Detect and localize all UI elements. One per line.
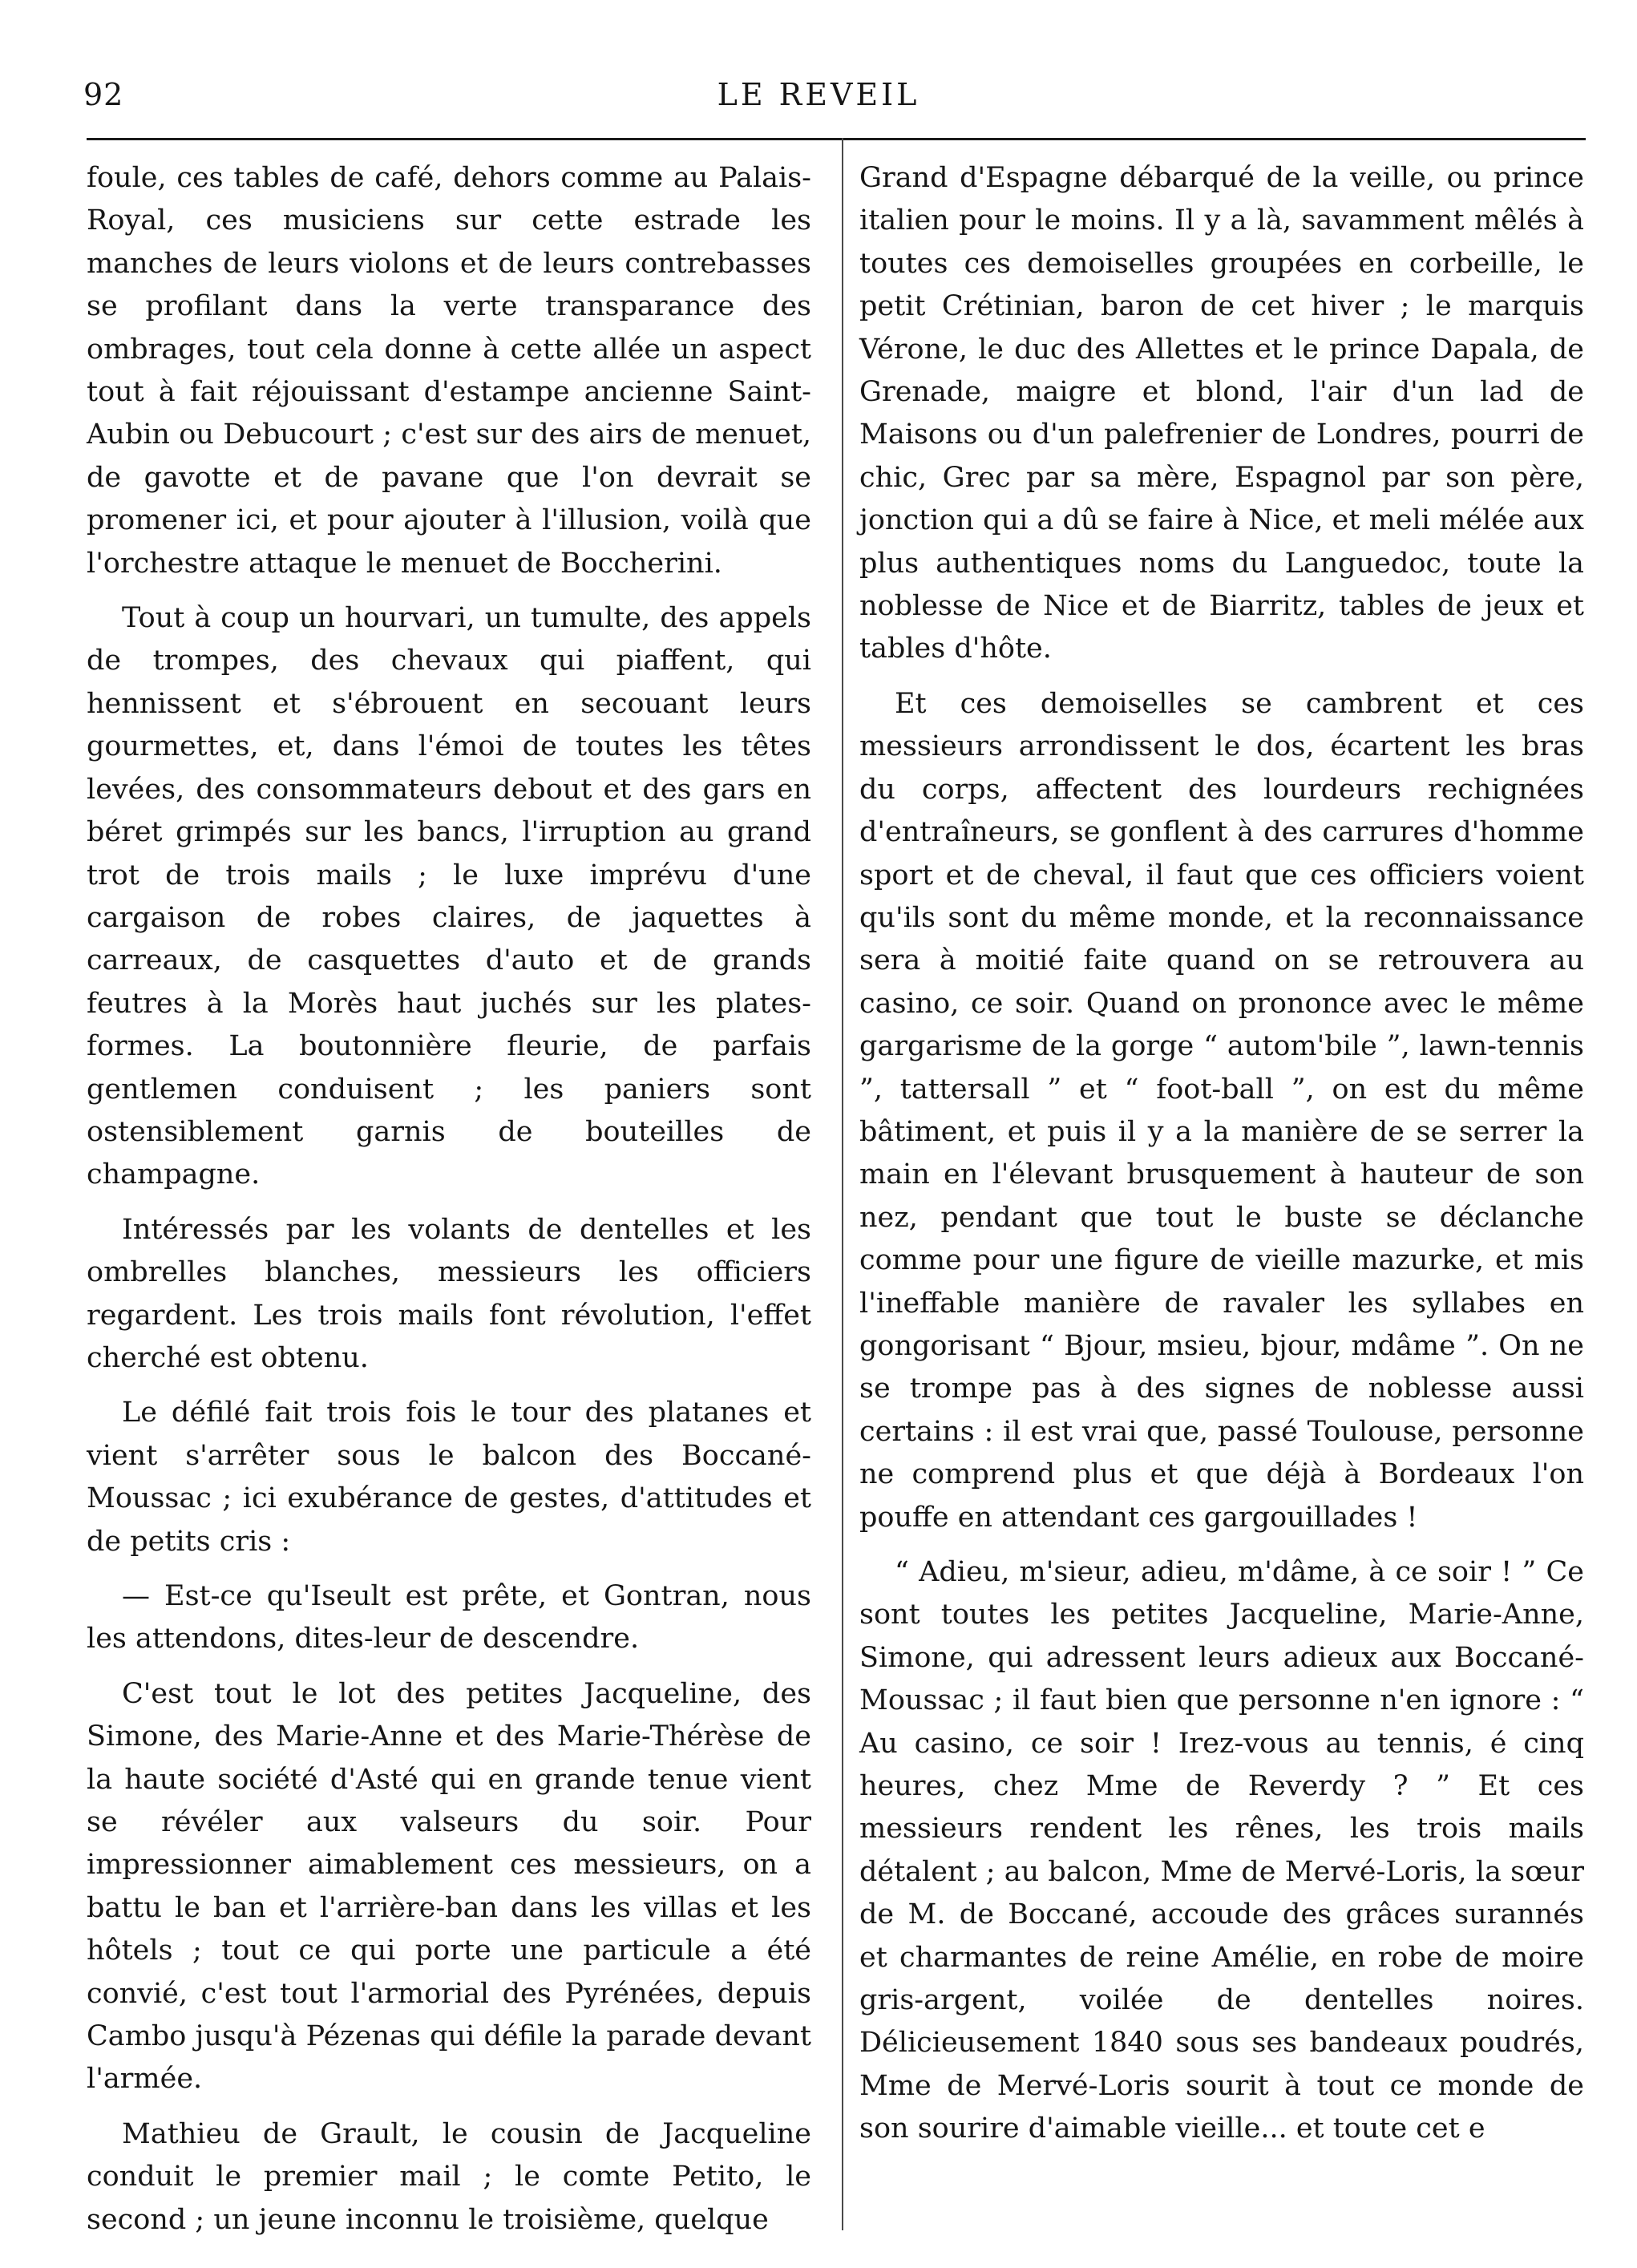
paragraph: Grand d'Espagne débarqué de la veille, ou prince italien pour le moins. Il y a là, savamment mêlés à toutes ces demoiselles groupées en corbeille, le petit Crétinian, baron de cet hiver ; le marquis Vérone, le duc des Allettes et le prince Dapala, de Grenade, maigre et blond, l'air d'un lad de Maisons ou d'un palefrenier de Londres, pourri de chic, Grec par sa mère, Espagnol par son père, jonction qui a dû se faire à Nice, et meli mélée aux plus authentiques noms du Languedoc, toute la noblesse de Nice et de Biarritz, tables de jeux et tables d'hôte. (859, 162, 1584, 665)
header-rule (87, 138, 1586, 140)
right-column (859, 157, 1584, 2163)
running-title: LE REVEIL (717, 77, 920, 112)
page-number: 92 (83, 77, 124, 112)
paragraph: C'est tout le lot des petites Jacqueline, des Simone, des Marie-Anne et des Marie-Thérèse de la haute société d'Asté qui en grande tenue vient se révéler aux valseurs du soir. Pour impressionner aimablement ces messieurs, on a battu le ban et l'arrière-ban dans les villas et les hôtels ; tout ce qui porte une particule a été convié, c'est tout l'armorial des Pyrénées, depuis Cambo jusqu'à Pézenas qui défile la parade devant l'armée. (87, 1677, 811, 2096)
paragraph: Et ces demoiselles se cambrent et ces messieurs arrondissent le dos, écartent les bras du corps, affectent des lourdeurs rechignées d'entraîneurs, se gonflent à des carrures d'homme sport et de cheval, il faut que ces officiers voient qu'ils sont du même monde, et la reconnaissance sera à moitié faite quand on se retrouvera au casino, ce soir. Quand on prononce avec le même gargarisme de la gorge “ autom'bile ”, lawn-tennis ”, tattersall ” et “ foot-ball ”, on est du même bâtiment, et puis il y a la manière de se serrer la main en l'élevant brusquement à hauteur de son nez, pendant que tout le buste se déclanche comme pour une figure de vieille mazurke, et mis l'ineffable manière de ravaler les syllabes en gongorisant “ Bjour, msieu, bjour, mdâme ”. On ne se trompe pas à des signes de noblesse aussi certains : il est vrai que, passé Toulouse, personne ne comprend plus et que déjà à Bordeaux l'on pouffe en attendant ces gargouillades ! (859, 687, 1584, 1534)
paragraph: Le défilé fait trois fois le tour des platanes et vient s'arrêter sous le balcon des Boccané-Moussac ; ici exubérance de gestes, d'attitudes et de petits cris : (87, 1397, 811, 1558)
paragraph: “ Adieu, m'sieur, adieu, m'dâme, à ce soir ! ” Ce sont toutes les petites Jacqueline, Marie-Anne, Simone, qui adressent leurs adieux aux Boccané-Moussac ; il faut bien que personne n'en ignore : “ Au casino, ce soir ! Irez-vous au tennis, é cinq heures, chez Mme de Reverdy ? ” Et ces messieurs rendent les rênes, les trois mails détalent ; au balcon, Mme de Mervé-Loris, la sœur de M. de Boccané, accoude des grâces surannés et charmantes de reine Amélie, en robe de moire gris-argent, voilée de dentelles noires. Délicieusement 1840 sous ses bandeaux poudrés, Mme de Mervé-Loris sourit à tout ce monde de son sourire d'aimable vieille... et toute cet e (859, 1556, 1584, 2145)
column-divider (842, 138, 843, 2230)
left-column (87, 157, 811, 2254)
paragraph: Tout à coup un hourvari, un tumulte, des appels de trompes, des chevaux qui piaffent, qui hennissent et s'ébrouent en secouant leurs gourmettes, et, dans l'émoi de toutes les têtes levées, des consommateurs debout et des gars en béret grimpés sur les bancs, l'irruption au grand trot de trois mails ; le luxe imprévu d'une cargaison de robes claires, de jaquettes à carreaux, de casquettes d'auto et de grands feutres à la Morès haut juchés sur les plates-formes. La boutonnière fleurie, de parfais gentlemen conduisent ; les paniers sont ostensiblement garnis de bouteilles de champagne. (87, 602, 811, 1191)
paragraph: Mathieu de Grault, le cousin de Jacqueline conduit le premier mail ; le comte Petito, le second ; un jeune inconnu le troisième, quelque (87, 2117, 811, 2236)
paragraph: — Est-ce qu'Iseult est prête, et Gontran, nous les attendons, dites-leur de descendre. (87, 1580, 811, 1656)
paragraph: Intéressés par les volants de dentelles et les ombrelles blanches, messieurs les officiers regardent. Les trois mails font révolution, l'effet cherché est obtenu. (87, 1213, 811, 1374)
paragraph: foule, ces tables de café, dehors comme au Palais-Royal, ces musiciens sur cette estrade les manches de leurs violons et de leurs contrebasses se profilant dans la verte transparance des ombrages, tout cela donne à cette allée un aspect tout à fait réjouissant d'estampe ancienne Saint-Aubin ou Debucourt ; c'est sur des airs de menuet, de gavotte et de pavane que l'on devrait se promener ici, et pour ajouter à l'illusion, voilà que l'orchestre attaque le menuet de Boccherini. (87, 162, 811, 580)
